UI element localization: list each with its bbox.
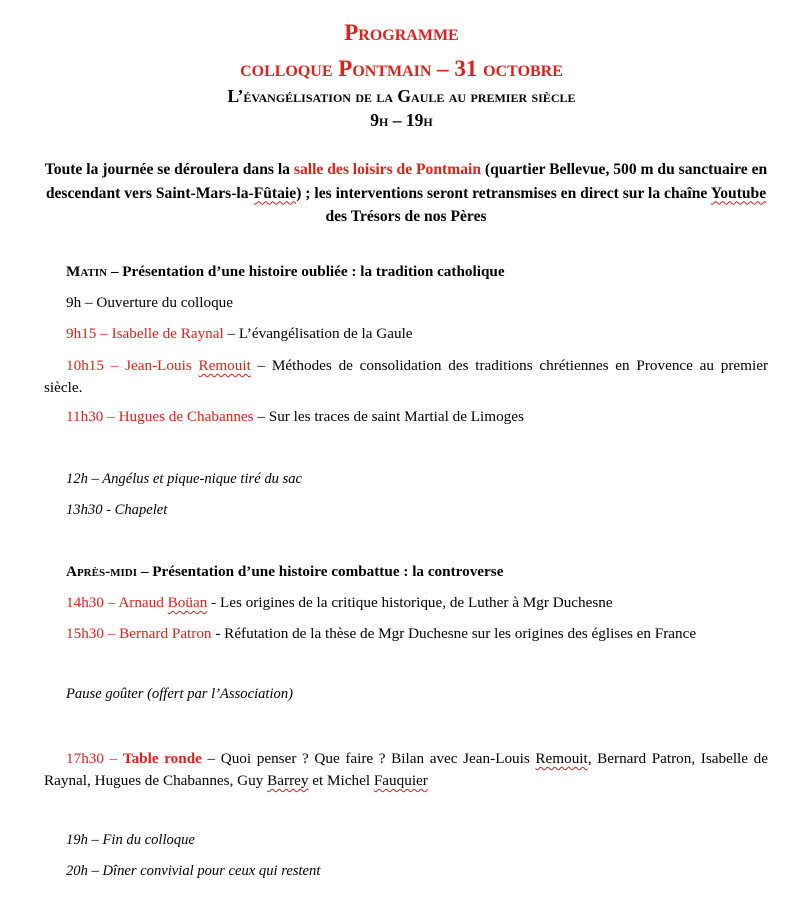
intro-paragraph: Toute la journée se déroulera dans la salle des loisirs de Pontmain (quartier Bellevue, 500 m du sanctuaire en descendant vers Saint-Mars-la-Fûtaie) ; les interventions seront retransmises en direct sur la chaîne Youtube des Trésors de nos Pères bbox=[44, 161, 768, 225]
afternoon-heading: Après-midi – Présentation d’une histoire combattue : la controverse bbox=[66, 563, 504, 580]
morning-heading: Matin – Présentation d’une histoire oubliée : la tradition catholique bbox=[66, 263, 505, 280]
pause-item: Pause goûter (offert par l’Association) bbox=[66, 686, 293, 702]
talk-2: 10h15 – Jean-Louis Remouit – Méthodes de consolidation des traditions chrétiennes en Provence au premier siècle. bbox=[44, 357, 768, 396]
youtube-link: Youtube bbox=[710, 184, 767, 202]
talk-5: 15h30 – Bernard Patron - Réfutation de la thèse de Mgr Duchesne sur les origines des églises en France bbox=[66, 625, 697, 642]
subtitle: L’évangélisation de la Gaule au premier siècle bbox=[227, 86, 576, 106]
chapelet-item: 13h30 - Chapelet bbox=[66, 502, 168, 518]
colloque-title: colloque Pontmain – 31 octobre bbox=[240, 56, 563, 81]
talk-3: 11h30 – Hugues de Chabannes – Sur les traces de saint Martial de Limoges bbox=[66, 408, 524, 425]
opening-item: 9h – Ouverture du colloque bbox=[66, 294, 234, 311]
programme-title: Programme bbox=[344, 20, 459, 45]
round-table: 17h30 – Table ronde – Quoi penser ? Que faire ? Bilan avec Jean-Louis Remouit, Bernard Patron, Isabelle de Raynal, Hugues de Chabannes, Guy Barrey et Michel Fauquier bbox=[44, 750, 768, 789]
dinner-item: 20h – Dîner convivial pour ceux qui restent bbox=[66, 863, 321, 879]
hours: 9h – 19h bbox=[370, 110, 433, 130]
lunch-item: 12h – Angélus et pique-nique tiré du sac bbox=[66, 471, 303, 487]
talk-1: 9h15 – Isabelle de Raynal – L’évangélisation de la Gaule bbox=[66, 325, 413, 342]
talk-4: 14h30 – Arnaud Boüan - Les origines de la critique historique, de Luther à Mgr Duchesne bbox=[66, 594, 613, 611]
end-item: 19h – Fin du colloque bbox=[66, 832, 195, 848]
venue-name: salle des loisirs de Pontmain bbox=[293, 161, 482, 178]
